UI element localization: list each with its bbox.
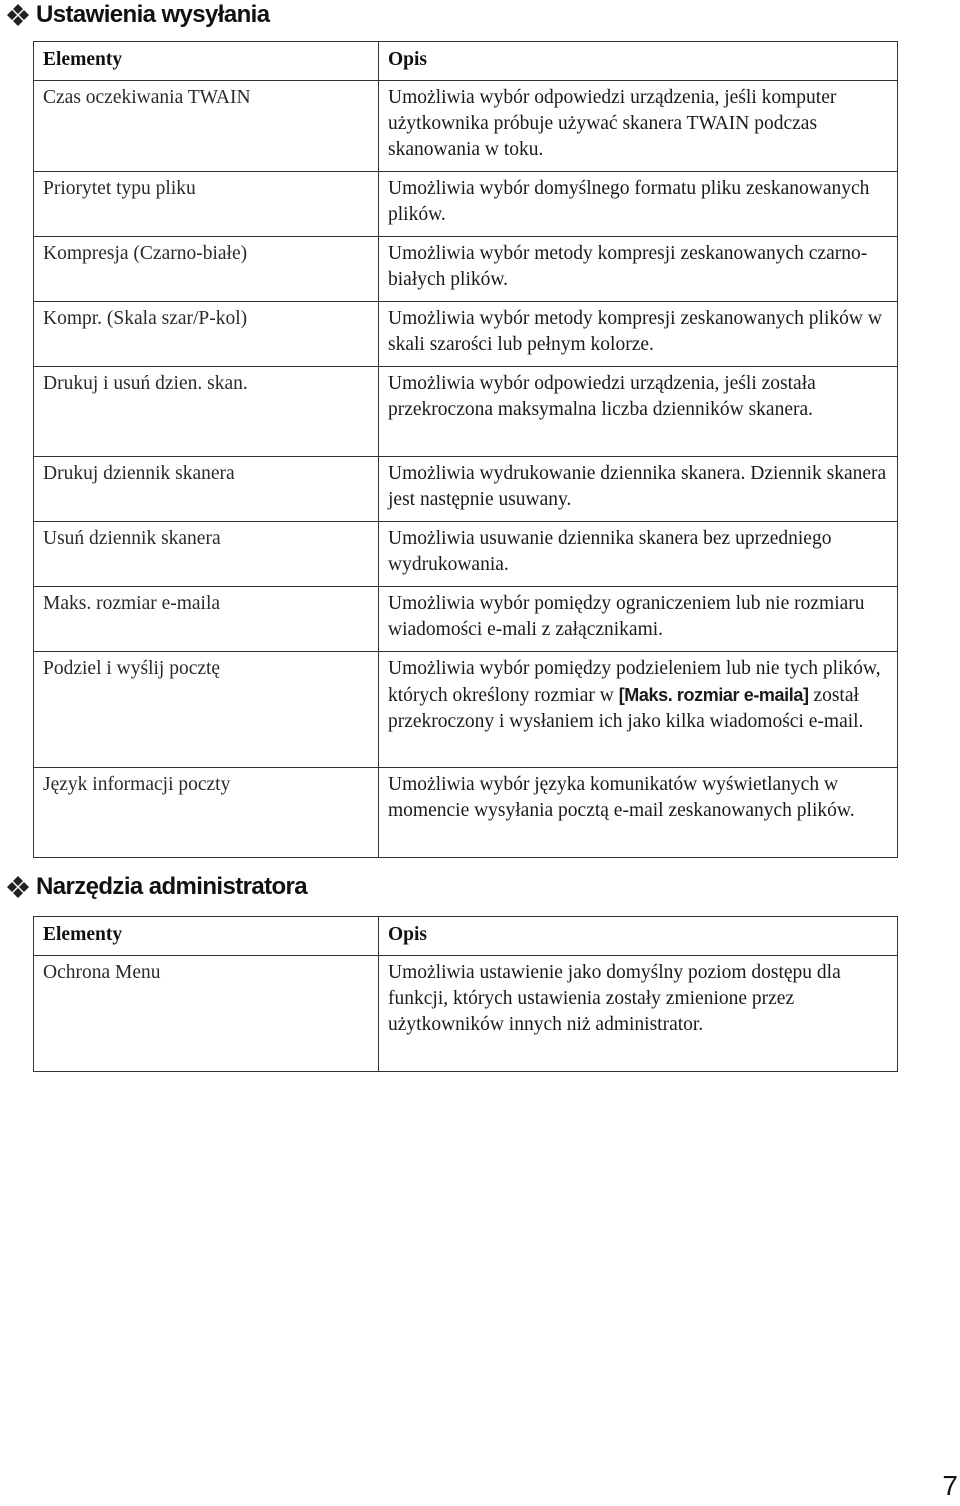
table-row — [34, 302, 898, 367]
column-header-items: Elementy — [34, 42, 379, 81]
table-row — [34, 81, 898, 172]
item-name: Priorytet typu pliku — [34, 172, 379, 237]
column-header-description: Opis — [379, 42, 898, 81]
item-description: Umożliwia wybór metody kompresji zeskanowanych plików w skali szarości lub pełnym kolorze. — [379, 302, 898, 367]
item-name: Ochrona Menu — [34, 956, 379, 1072]
item-description: Umożliwia wybór domyślnego formatu pliku zeskanowanych plików. — [379, 172, 898, 237]
item-name: Usuń dziennik skanera — [34, 522, 379, 587]
section-heading-admin-tools — [6, 872, 307, 902]
table-row — [34, 367, 898, 457]
table-row — [34, 768, 898, 858]
item-description: Umożliwia usuwanie dziennika skanera bez uprzedniego wydrukowania. — [379, 522, 898, 587]
column-header-description: Opis — [379, 917, 898, 956]
description-text: Umożliwia wybór pomiędzy podzieleniem lub nie tych plików, których określony rozmiar w — [388, 658, 881, 706]
item-name: Maks. rozmiar e-maila — [34, 587, 379, 652]
table-row — [34, 956, 898, 1072]
diamond-bullet-icon — [6, 3, 30, 27]
section-title: Narzędzia administratora — [36, 873, 308, 900]
table-row — [34, 652, 898, 768]
item-description: Umożliwia wybór języka komunikatów wyświetlanych w momencie wysyłania pocztą e-mail zeskanowanych plików. — [379, 768, 898, 858]
table-header-row — [34, 917, 898, 956]
item-description: Umożliwia wybór odpowiedzi urządzenia, jeśli została przekroczona maksymalna liczba dzienników skanera. — [379, 367, 898, 457]
table-row — [34, 587, 898, 652]
diamond-bullet-icon — [6, 875, 30, 899]
item-description: Umożliwia wydrukowanie dziennika skanera. Dziennik skanera jest następnie usuwany. — [379, 457, 898, 522]
item-name: Podziel i wyślij pocztę — [34, 652, 379, 768]
item-description: Umożliwia ustawienie jako domyślny poziom dostępu dla funkcji, których ustawienia zostały zmienione przez użytkowników innych niż administrator. — [379, 956, 898, 1072]
column-header-items: Elementy — [34, 917, 379, 956]
table-row — [34, 172, 898, 237]
menu-reference: [Maks. rozmiar e-maila] — [618, 685, 809, 705]
section-heading-send-settings — [6, 0, 269, 30]
description-text: został przekroczony i wysłaniem ich jako kilka wiadomości e-mail. — [388, 685, 864, 732]
section-title: Ustawienia wysyłania — [36, 1, 270, 28]
table-header-row — [34, 42, 898, 81]
item-name: Drukuj i usuń dzien. skan. — [34, 367, 379, 457]
item-name: Język informacji poczty — [34, 768, 379, 858]
table-row — [34, 522, 898, 587]
item-name: Kompr. (Skala szar/P-kol) — [34, 302, 379, 367]
page-number: 7 — [942, 1470, 958, 1501]
table-row — [34, 457, 898, 522]
item-name: Czas oczekiwania TWAIN — [34, 81, 379, 172]
item-description: Umożliwia wybór metody kompresji zeskanowanych czarno-białych plików. — [379, 237, 898, 302]
item-description: Umożliwia wybór odpowiedzi urządzenia, jeśli komputer użytkownika próbuje używać skanera TWAIN podczas skanowania w toku. — [379, 81, 898, 172]
table-row — [34, 237, 898, 302]
item-description — [379, 652, 898, 768]
item-name: Drukuj dziennik skanera — [34, 457, 379, 522]
item-description: Umożliwia wybór pomiędzy ograniczeniem lub nie rozmiaru wiadomości e-mali z załącznikami. — [379, 587, 898, 652]
admin-tools-table — [33, 916, 898, 1072]
send-settings-table — [33, 41, 898, 858]
item-name: Kompresja (Czarno-białe) — [34, 237, 379, 302]
